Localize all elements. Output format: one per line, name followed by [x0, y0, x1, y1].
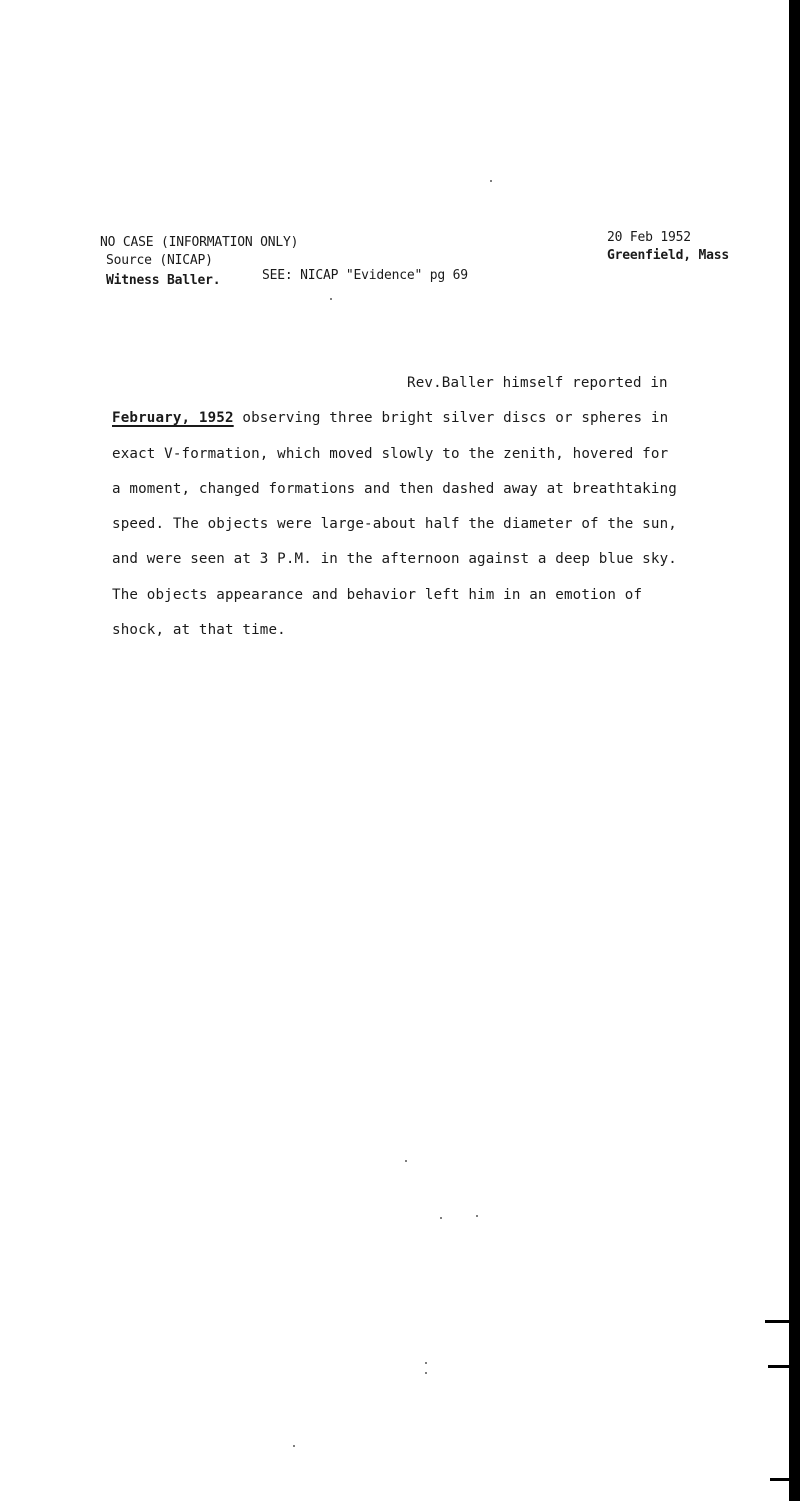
report-location: Greenfield, Mass	[607, 248, 730, 263]
body-line-4: a moment, changed formations and then dashed away at breathtaking	[112, 480, 677, 497]
scan-speck	[476, 1215, 478, 1217]
scan-border-tick	[768, 1365, 790, 1368]
scan-speck	[293, 1445, 295, 1447]
body-line-7: The objects appearance and behavior left him in an emotion of	[112, 586, 643, 603]
scan-speck	[440, 1217, 442, 1219]
scan-speck	[425, 1362, 427, 1364]
scan-speck	[425, 1372, 427, 1374]
body-line-1: Rev.Baller himself reported in	[407, 375, 668, 391]
scan-speck	[330, 298, 332, 300]
see-reference-line: SEE: NICAP "Evidence" pg 69	[262, 268, 468, 283]
scan-border	[789, 0, 800, 1501]
report-date: 20 Feb 1952	[607, 230, 691, 245]
body-line-2-rest: observing three bright silver discs or spheres in	[233, 410, 669, 427]
report-body	[112, 366, 712, 648]
source-line: Source (NICAP)	[106, 253, 213, 268]
scan-border-tick	[765, 1320, 790, 1323]
scan-border-tick	[770, 1478, 790, 1481]
witness-line: Witness Baller.	[106, 273, 221, 288]
sighting-date: February, 1952	[112, 410, 234, 427]
case-status-line: NO CASE (INFORMATION ONLY)	[100, 235, 299, 250]
scan-speck	[490, 180, 492, 182]
body-line-8: shock, at that time.	[112, 622, 286, 639]
body-line-6: and were seen at 3 P.M. in the afternoon against a deep blue sky.	[112, 551, 677, 568]
body-line-2	[112, 401, 712, 436]
scan-speck	[405, 1160, 407, 1162]
body-line-3: exact V-formation, which moved slowly to the zenith, hovered for	[112, 445, 669, 462]
body-line-5: speed. The objects were large-about half the diameter of the sun,	[112, 516, 677, 533]
